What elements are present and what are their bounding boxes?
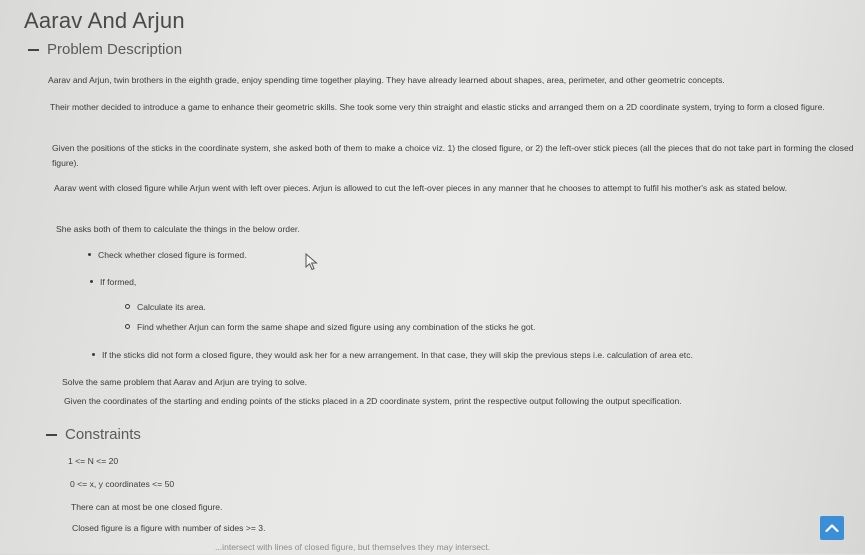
list-item-area: Calculate its area. xyxy=(125,300,206,315)
problem-description-label: Problem Description xyxy=(47,41,183,58)
paragraph-2: Their mother decided to introduce a game to enhance their geometric skills. She took some very thin straight and elastic sticks and arranged them on a 2D coordinate system, trying to form a closed figure. xyxy=(50,102,825,112)
list-item-find: Find whether Arjun can form the same shape and sized figure using any combination of the sticks he got. xyxy=(125,320,535,335)
constraint-5: ...intersect with lines of closed figure, but themselves they may intersect. xyxy=(215,542,491,552)
mouse-cursor-icon xyxy=(305,253,319,271)
constraint-3: There can at most be one closed figure. xyxy=(71,502,223,512)
collapse-icon[interactable] xyxy=(28,49,39,51)
bullet-dot-icon xyxy=(90,280,93,283)
list-item-not-formed: If the sticks did not form a closed figure, they would ask her for a new arrangement. In that case, they will skip the previous steps i.e. calculation of area etc. xyxy=(92,348,693,363)
paragraph-5: She asks both of them to calculate the things in the below order. xyxy=(56,224,300,234)
list-item-check: Check whether closed figure is formed. xyxy=(88,248,247,263)
chevron-up-icon xyxy=(825,523,839,533)
list-item-if-formed: If formed, xyxy=(90,275,136,290)
constraint-4: Closed figure is a figure with number of sides >= 3. xyxy=(72,523,266,533)
paragraph-4: Aarav went with closed figure while Arjun went with left over pieces. Arjun is allowed to cut the left-over pieces in any manner that he chooses to attempt to fulfil his mother's ask as stated below. xyxy=(54,183,787,193)
constraints-header[interactable] xyxy=(46,426,141,443)
paragraph-1: Aarav and Arjun, twin brothers in the eighth grade, enjoy spending time together playing. They have already learned about shapes, area, perimeter, and other geometric concepts. xyxy=(48,75,725,85)
bullet-dot-icon xyxy=(92,353,95,356)
paragraph-3: Given the positions of the sticks in the coordinate system, she asked both of them to make a choice viz. 1) the closed figure, or 2) the left-over stick pieces (all the pieces that do not take part in forming the closed figure). xyxy=(52,143,854,168)
bullet-circle-icon xyxy=(125,304,130,309)
constraint-2: 0 <= x, y coordinates <= 50 xyxy=(70,479,175,489)
bullet-circle-icon xyxy=(125,324,130,329)
paragraph-solve: Solve the same problem that Aarav and Arjun are trying to solve. xyxy=(62,377,308,387)
bullet-dot-icon xyxy=(88,253,91,256)
collapse-icon[interactable] xyxy=(46,434,57,436)
paragraph-given: Given the coordinates of the starting and ending points of the sticks placed in a 2D coordinate system, print the respective output following the output specification. xyxy=(64,396,682,406)
problem-description-header[interactable] xyxy=(28,41,182,58)
scroll-to-top-button[interactable] xyxy=(820,516,844,540)
page-title: Aarav And Arjun xyxy=(24,8,185,33)
constraint-1: 1 <= N <= 20 xyxy=(68,456,119,466)
constraints-label: Constraints xyxy=(65,426,141,443)
